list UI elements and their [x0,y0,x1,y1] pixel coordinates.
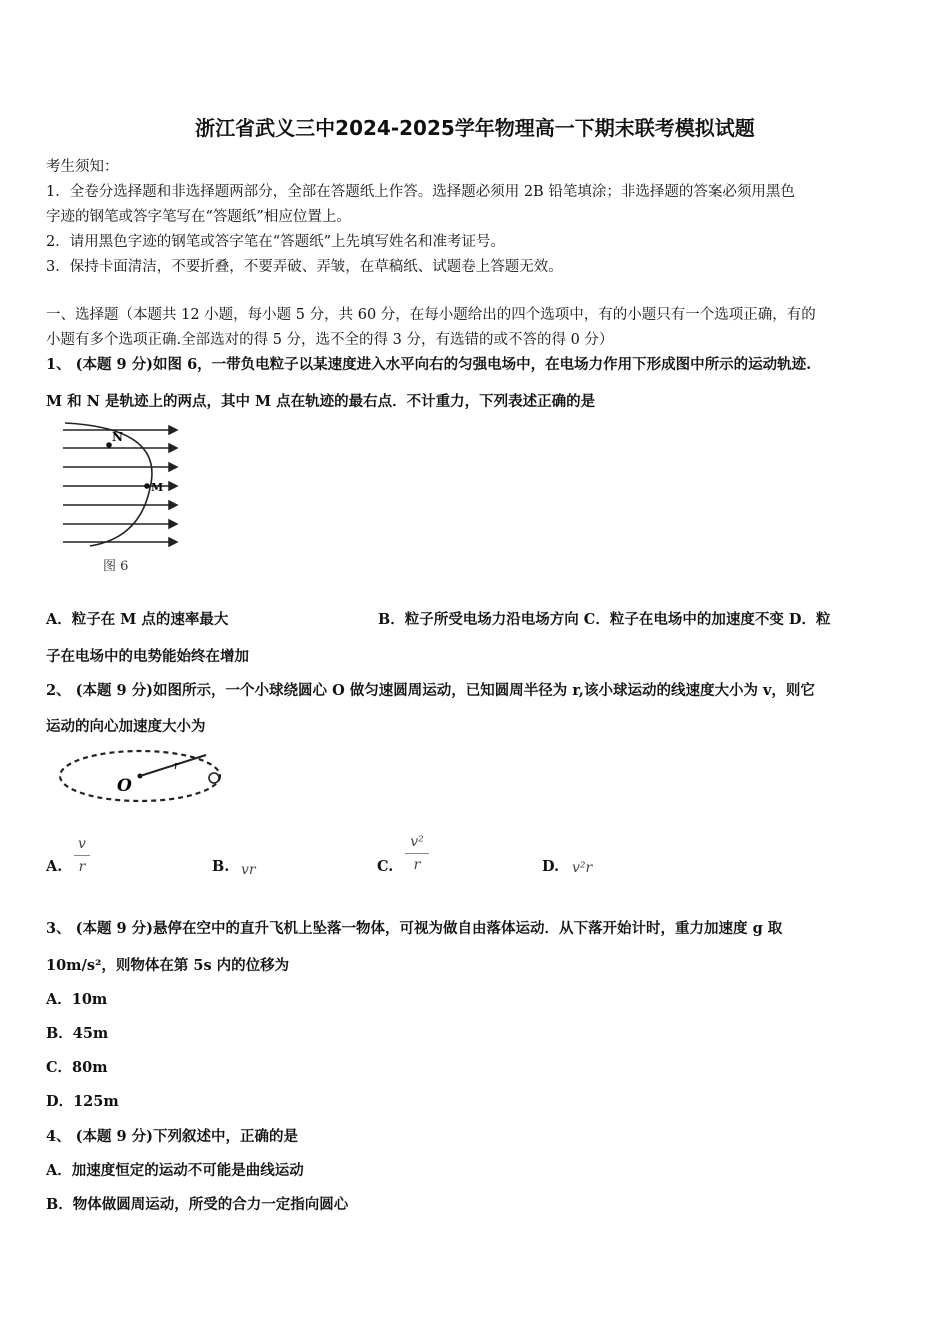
q3-option-a: A．10m [46,991,108,1008]
q2-option-d-label: D. [542,858,560,875]
notice-line-3: 3．保持卡面清洁，不要折叠，不要弄破、弄皱，在草稿纸、试题卷上答题无效。 [46,259,563,275]
label-m: M [151,481,164,494]
q2-option-c-denominator: r [413,857,421,873]
q3-option-b: B．45m [46,1025,109,1042]
q1-stem-line-1: 1、 (本题 9 分)如图 6，一带负电粒子以某速度进入水平向右的匀强电场中，在电场力作用下形成图中所示的运动轨迹. [46,356,812,373]
fraction-bar [405,853,429,854]
q2-stem-line-2: 运动的向心加速度大小为 [46,718,206,735]
q1-options-bcd: B．粒子所受电场力沿电场方向 C．粒子在电场中的加速度不变 D．粒 [378,611,831,628]
section-line-2: 小题有多个选项正确.全部选对的得 5 分，选不全的得 3 分，有选错的或不答的得 0 分） [46,332,614,348]
label-n: N [112,430,123,444]
notice-line-1a: 1．全卷分选择题和非选择题两部分，全部在答题纸上作答。选择题必须用 2B 铅笔填涂；非选择题的答案必须用黑色 [46,184,795,200]
notice-heading: 考生须知： [46,159,119,175]
q1-figure [55,418,190,583]
q2-option-a-fraction [74,836,90,875]
q2-option-a-denominator: r [78,859,86,875]
notice-line-2: 2．请用黑色字迹的钢笔或答字笔在“答题纸”上先填写姓名和准考证号。 [46,234,506,250]
section-line-1: 一、选择题（本题共 12 小题，每小题 5 分，共 60 分，在每小题给出的四个选项中，有的小题只有一个选项正确，有的 [46,307,816,323]
q2-option-a-numerator: v [78,836,86,852]
point-m [144,483,150,489]
trajectory-curve [65,423,152,546]
notice-line-1b: 字迹的钢笔或答字笔写在“答题纸”相应位置上。 [46,209,351,225]
q4-option-a: A．加速度恒定的运动不可能是曲线运动 [46,1162,304,1179]
q2-option-b-expr: vr [241,862,256,878]
q2-option-c-fraction [405,834,429,873]
q3-stem-line-2: 10m/s²，则物体在第 5s 内的位移为 [46,957,290,974]
q2-figure [55,745,230,810]
q2-option-c-label: C. [377,858,394,875]
label-r: r [174,759,180,772]
q4-option-b: B．物体做圆周运动，所受的合力一定指向圆心 [46,1196,349,1213]
label-o: O [117,776,132,796]
q3-option-c: C．80m [46,1059,108,1076]
q1-options-line-2: 子在电场中的电势能始终在增加 [46,648,249,665]
q2-option-d-expr: v²r [572,860,593,876]
page-title: 浙江省武义三中2024-2025学年物理高一下期末联考模拟试题 [195,116,755,140]
q1-option-a: A．粒子在 M 点的速率最大 [46,611,229,628]
fraction-bar [74,855,90,856]
q4-stem: 4、 (本题 9 分)下列叙述中，正确的是 [46,1128,299,1145]
q1-stem-line-2: M 和 N 是轨迹上的两点，其中 M 点在轨迹的最右点．不计重力，下列表述正确的是 [46,393,596,410]
point-n [106,442,112,448]
q2-stem-line-1: 2、 (本题 9 分)如图所示，一个小球绕圆心 O 做匀速圆周运动，已知圆周半径为 r,该小球运动的线速度大小为 v，则它 [46,682,815,699]
q2-option-a-label: A. [46,858,63,875]
radius-line [140,755,206,776]
q2-option-b-label: B. [212,858,230,875]
q3-stem-line-1: 3、 (本题 9 分)悬停在空中的直升飞机上坠落一物体，可视为做自由落体运动．从下落开始计时，重力加速度 g 取 [46,920,783,937]
figure-caption: 图 6 [103,559,129,574]
q2-option-c-numerator: v² [410,834,424,850]
ball [209,773,219,783]
q3-option-d: D．125m [46,1093,119,1110]
